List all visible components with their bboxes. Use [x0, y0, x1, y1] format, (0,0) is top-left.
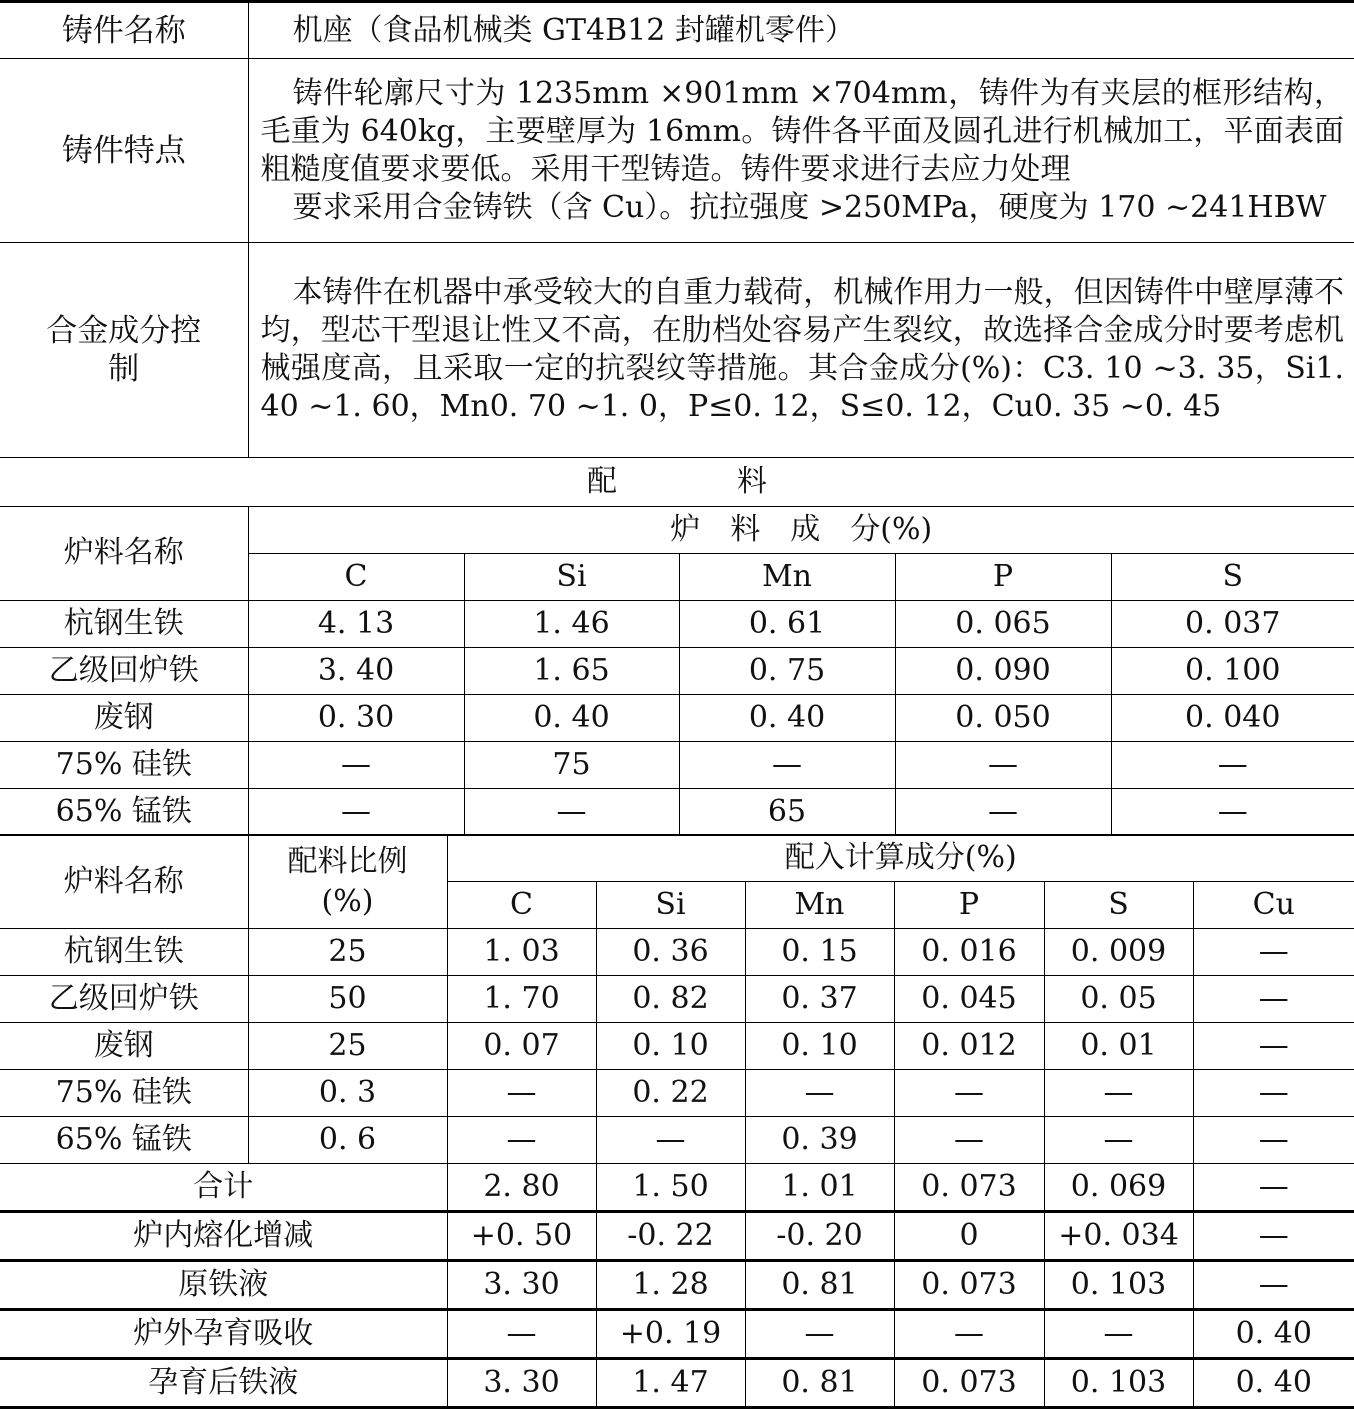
summary-row [0, 1359, 1354, 1408]
element-header: P [894, 882, 1044, 929]
summary-value: 1. 50 [596, 1164, 745, 1212]
summary-value: +0. 19 [596, 1310, 745, 1359]
calculated-value: 1. 70 [447, 976, 596, 1023]
calculated-value: — [447, 1117, 596, 1164]
calculated-value: — [894, 1117, 1044, 1164]
composition-value: — [248, 741, 464, 788]
composition-value: 0. 040 [1111, 694, 1354, 741]
summary-value: — [894, 1310, 1044, 1359]
calculated-value: — [1044, 1070, 1193, 1117]
table-row [0, 741, 1354, 788]
summary-value: 2. 80 [447, 1164, 596, 1212]
charge-ratio: 0. 6 [248, 1117, 447, 1164]
composition-value: 4. 13 [248, 600, 464, 647]
summary-value: +0. 50 [447, 1212, 596, 1261]
summary-value: — [1044, 1310, 1193, 1359]
composition-value: 0. 61 [679, 600, 895, 647]
table-row [0, 600, 1354, 647]
charge-ratio: 50 [248, 976, 447, 1023]
table-row [0, 1117, 1354, 1164]
summary-label: 孕育后铁液 [0, 1359, 447, 1408]
calculated-value: — [596, 1117, 745, 1164]
composition-value: 0. 40 [464, 694, 679, 741]
calc-ratio-header [248, 835, 447, 929]
element-header: P [895, 553, 1111, 600]
calculated-value: 0. 82 [596, 976, 745, 1023]
composition-value: 0. 75 [679, 647, 895, 694]
element-header: S [1111, 553, 1354, 600]
summary-value: — [1193, 1212, 1354, 1261]
info-paragraph: 要求采用合金铸铁（含 Cu）。抗拉强度 >250MPa，硬度为 170 ~241HBW [292, 189, 1327, 225]
calculated-value: — [1044, 1117, 1193, 1164]
composition-value: — [248, 788, 464, 835]
calculated-value: 0. 07 [447, 1023, 596, 1070]
composition-value: 65 [679, 788, 895, 835]
composition-value: 0. 090 [895, 647, 1111, 694]
material-name: 废钢 [0, 694, 248, 741]
charge-composition-table [0, 506, 1354, 836]
summary-body [0, 1164, 1354, 1408]
composition-value: 75 [464, 741, 679, 788]
composition-value: 1. 46 [464, 600, 679, 647]
summary-value: 0. 81 [745, 1359, 894, 1408]
summary-value: 0. 40 [1193, 1310, 1354, 1359]
calculated-value: — [894, 1070, 1044, 1117]
info-paragraph: 铸件轮廓尺寸为 1235mm ×901mm ×704mm，铸件为有夹层的框形结构，毛重为 640kg，主要壁厚为 16mm。铸件各平面及圆孔进行机械加工，平面表面粗糙度值要求要低。采用干型铸造。铸件要求进行去应力处理 [260, 75, 1344, 187]
summary-value: 1. 28 [596, 1261, 745, 1310]
element-header: Cu [1193, 882, 1354, 929]
summary-value: +0. 034 [1044, 1212, 1193, 1261]
calculated-value: 0. 36 [596, 929, 745, 976]
element-header: C [248, 553, 464, 600]
charge-name-header: 炉料名称 [0, 506, 248, 600]
table-row [0, 1070, 1354, 1117]
summary-label: 炉外孕育吸收 [0, 1310, 447, 1359]
casting-info-table [0, 0, 1354, 507]
summary-row [0, 1212, 1354, 1261]
calculated-value: 0. 045 [894, 976, 1044, 1023]
table-row [0, 694, 1354, 741]
info-row-name [0, 2, 1354, 59]
calculated-value: 0. 39 [745, 1117, 894, 1164]
calculated-value: — [1193, 1070, 1354, 1117]
section-title: 配 料 [0, 458, 1354, 507]
summary-row [0, 1310, 1354, 1359]
calculated-value: 0. 10 [745, 1023, 894, 1070]
summary-value: 0. 103 [1044, 1359, 1193, 1408]
composition-value: 0. 100 [1111, 647, 1354, 694]
composition-value: 0. 050 [895, 694, 1111, 741]
calculated-value: — [1193, 929, 1354, 976]
summary-row [0, 1261, 1354, 1310]
calculated-value: 0. 01 [1044, 1023, 1193, 1070]
composition-value: — [895, 741, 1111, 788]
calculated-value: 0. 22 [596, 1070, 745, 1117]
summary-label: 原铁液 [0, 1261, 447, 1310]
info-label [0, 243, 248, 458]
material-name: 杭钢生铁 [0, 600, 248, 647]
charge-header-row [0, 506, 1354, 553]
summary-value: 1. 47 [596, 1359, 745, 1408]
summary-value: 3. 30 [447, 1261, 596, 1310]
info-row-features [0, 59, 1354, 243]
calculated-value: 0. 009 [1044, 929, 1193, 976]
summary-row [0, 1164, 1354, 1212]
material-name: 75% 硅铁 [0, 1070, 248, 1117]
composition-value: 3. 40 [248, 647, 464, 694]
summary-value: -0. 20 [745, 1212, 894, 1261]
info-row-alloy [0, 243, 1354, 458]
summary-label: 合计 [0, 1164, 447, 1212]
section-title-row [0, 458, 1354, 507]
element-header: Mn [745, 882, 894, 929]
summary-value: 0. 40 [1193, 1359, 1354, 1408]
calculated-value: — [447, 1070, 596, 1117]
material-name: 65% 锰铁 [0, 788, 248, 835]
calculated-value: — [1193, 1023, 1354, 1070]
calculated-value: 0. 012 [894, 1023, 1044, 1070]
calculated-value: — [745, 1070, 894, 1117]
calc-ratio-header-text: 配料比例(%) [287, 843, 408, 919]
material-name: 废钢 [0, 1023, 248, 1070]
composition-value: 0. 40 [679, 694, 895, 741]
info-label: 铸件名称 [0, 2, 248, 59]
table-row [0, 976, 1354, 1023]
composition-value: — [1111, 788, 1354, 835]
info-content [248, 59, 1354, 243]
material-name: 75% 硅铁 [0, 741, 248, 788]
charge-ratio: 25 [248, 1023, 447, 1070]
material-name: 乙级回炉铁 [0, 976, 248, 1023]
calculated-value: 0. 10 [596, 1023, 745, 1070]
summary-value: 0. 069 [1044, 1164, 1193, 1212]
composition-value: 0. 037 [1111, 600, 1354, 647]
calculated-value: 0. 37 [745, 976, 894, 1023]
element-header: Mn [679, 553, 895, 600]
info-content [248, 243, 1354, 458]
composition-value: 0. 065 [895, 600, 1111, 647]
composition-value: — [895, 788, 1111, 835]
summary-value: 3. 30 [447, 1359, 596, 1408]
summary-value: 0. 103 [1044, 1261, 1193, 1310]
calculated-composition-table [0, 834, 1354, 1409]
summary-value: — [447, 1310, 596, 1359]
element-header: C [447, 882, 596, 929]
calc-header-row [0, 835, 1354, 882]
table-row [0, 647, 1354, 694]
summary-value: 0. 073 [894, 1359, 1044, 1408]
material-name: 65% 锰铁 [0, 1117, 248, 1164]
charge-comp-header: 炉 料 成 分(%) [248, 506, 1354, 553]
info-paragraph: 机座（食品机械类 GT4B12 封罐机零件） [292, 12, 855, 48]
calc-comp-header: 配入计算成分(%) [447, 835, 1354, 882]
summary-value: 0. 81 [745, 1261, 894, 1310]
charge-ratio: 0. 3 [248, 1070, 447, 1117]
charge-body [0, 600, 1354, 835]
calculated-value: 0. 016 [894, 929, 1044, 976]
table-row [0, 929, 1354, 976]
summary-value: 0. 073 [894, 1164, 1044, 1212]
element-header: Si [596, 882, 745, 929]
summary-value: — [1193, 1164, 1354, 1212]
calculated-value: 1. 03 [447, 929, 596, 976]
element-header: Si [464, 553, 679, 600]
calculated-value: — [1193, 976, 1354, 1023]
charge-ratio: 25 [248, 929, 447, 976]
calc-name-header: 炉料名称 [0, 835, 248, 929]
summary-value: -0. 22 [596, 1212, 745, 1261]
info-content [248, 2, 1354, 59]
calculated-value: 0. 15 [745, 929, 894, 976]
calc-body [0, 929, 1354, 1164]
calculated-value: — [1193, 1117, 1354, 1164]
summary-value: — [1193, 1261, 1354, 1310]
composition-value: 1. 65 [464, 647, 679, 694]
material-name: 乙级回炉铁 [0, 647, 248, 694]
info-label-text: 合金成分控制 [46, 313, 202, 387]
calculated-value: 0. 05 [1044, 976, 1193, 1023]
composition-value: — [679, 741, 895, 788]
table-row [0, 1023, 1354, 1070]
element-header: S [1044, 882, 1193, 929]
composition-value: 0. 30 [248, 694, 464, 741]
summary-value: 0. 073 [894, 1261, 1044, 1310]
summary-value: 0 [894, 1212, 1044, 1261]
table-row [0, 788, 1354, 835]
info-label: 铸件特点 [0, 59, 248, 243]
composition-value: — [464, 788, 679, 835]
summary-label: 炉内熔化增减 [0, 1212, 447, 1261]
material-name: 杭钢生铁 [0, 929, 248, 976]
summary-value: — [745, 1310, 894, 1359]
info-paragraph: 本铸件在机器中承受较大的自重力载荷，机械作用力一般，但因铸件中壁厚薄不均，型芯干型退让性又不高，在肋档处容易产生裂纹，故选择合金成分时要考虑机械强度高，且采取一定的抗裂纹等措施。其合金成分(%)：C3. 10 ~3. 35，Si1. 40 ~1. 60，Mn0. 70 ~1. 0，P≤0. 12，S≤0. 12，Cu0. 35 ~0. 45 [260, 275, 1344, 424]
summary-value: 1. 01 [745, 1164, 894, 1212]
composition-value: — [1111, 741, 1354, 788]
